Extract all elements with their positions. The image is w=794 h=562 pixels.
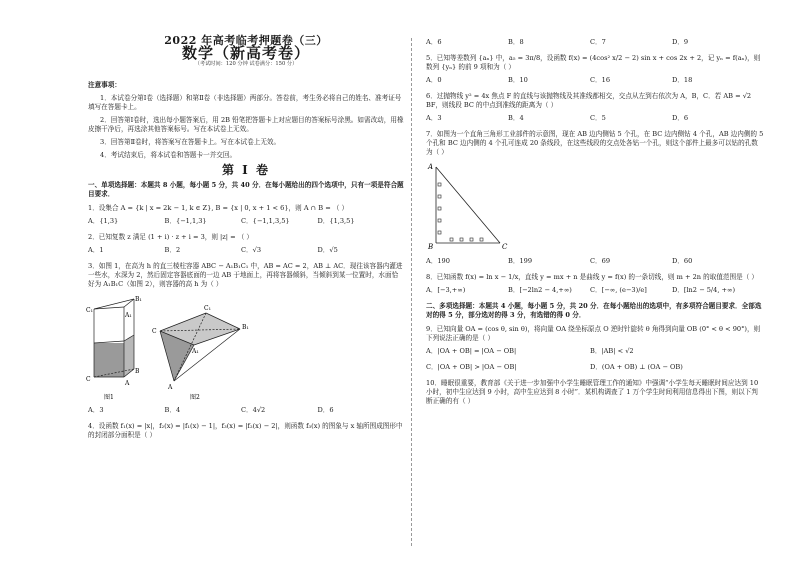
label-c-fig2: C: [152, 328, 157, 335]
option-a: A．[−3,+∞): [426, 286, 466, 294]
question-4: 4．设函数 f₁(x) = |x|，f₂(x) = |f₁(x) − 1|，f₃(x) = |f₂(x) − 2|，则函数 f₃(x) 的图象与 x 轴所围成图形中的封闭部分面积是（ ）: [88, 422, 403, 439]
figure-2-prism: [160, 313, 240, 381]
option-d: D．6: [672, 114, 689, 122]
label-a1-fig2: A₁: [192, 348, 199, 355]
question-1: 1．设集合 A = {k | x = 2k − 1, k ∈ Z}, B = {x | 0, x + 1 < 6}，则 A ∩ B = （ ）: [88, 204, 349, 212]
exam-title: 2022 年高考临考押题卷（三）: [164, 34, 328, 47]
question-9: 9．已知向量 OA = (cos θ, sin θ)，将向量 OA 绕坐标原点 O 逆时针旋转 θ 角得到向量 OB (0° < θ < 90°)，则下列说法正确的是（ ）: [426, 325, 761, 342]
option-a: A．1: [88, 246, 104, 254]
option-a: A．190: [426, 257, 450, 265]
question-8-options: [426, 286, 764, 295]
part1-heading: 一、单项选择题：本题共 8 小题，每小题 5 分，共 40 分．在每小题给出的四个选项中，只有一项是符合题目要求．: [88, 181, 404, 198]
notice-item: 1．本试卷分第Ⅰ卷（选择题）和第Ⅱ卷（非选择题）两部分。答卷前，考生务必将自己的姓名、准考证号填写在答题卡上。: [88, 94, 402, 111]
option-c: C．5: [590, 114, 606, 122]
notice-heading: 注意事项：: [88, 81, 121, 89]
question-6-options: [426, 114, 764, 123]
option-a: A．{1,3}: [88, 217, 119, 225]
question-6: 6．过抛物线 y² = 4x 焦点 F 的直线与该抛物线及其准线都相交，交点从左到右依次为 A，B，C．若 AB = √2 BF，则线段 BC 的中点到准线的距离为（ ）: [426, 92, 752, 109]
option-d: D．60: [672, 257, 693, 265]
notice-item: 3．回答第Ⅱ卷时，将答案写在答题卡上。写在本试卷上无效。: [100, 138, 281, 146]
column-divider: [411, 38, 412, 546]
option-c: C．16: [590, 76, 611, 84]
option-d: D．(OA + OB) ⊥ (OA − OB): [590, 363, 683, 371]
option-c: C．{−1,1,3,5}: [241, 217, 290, 225]
label-a-fig2: A: [168, 384, 173, 391]
notice-item: 4．考试结束后，将本试卷和答题卡一并交回。: [100, 151, 237, 159]
question-7-options: [426, 257, 764, 266]
option-d: D．9: [672, 38, 689, 46]
holes-ab: [438, 183, 441, 234]
option-d: D．{1,3,5}: [317, 217, 355, 225]
part2-heading: 二、多项选择题：本题共 4 小题，每小题 5 分，共 20 分．在每小题给出的选项中，有多项符合题目要求．全部选对的得 5 分，部分选对的得 3 分，有选错的得 0 分．: [426, 302, 762, 319]
label-b1: B₁: [135, 296, 142, 303]
option-c: C．69: [590, 257, 611, 265]
question-1-options: [88, 217, 404, 226]
option-b: B．|AB| < √2: [590, 347, 634, 355]
option-b: B．4: [508, 114, 524, 122]
question-2-options: [88, 246, 404, 255]
triangle-label-c: C: [502, 243, 508, 251]
option-d: D．6: [317, 406, 334, 414]
exam-info: （考试时间：120 分钟 试卷满分：150 分）: [194, 61, 298, 67]
option-c: C．√3: [241, 246, 262, 254]
prism-figures: [88, 293, 404, 403]
option-c: C．4√2: [241, 406, 266, 414]
option-b: B．199: [508, 257, 533, 265]
left-column: [88, 34, 404, 554]
question-9-options-row1: [426, 347, 764, 356]
question-9-options-row2: [426, 363, 764, 372]
question-7: 7．如图为一个直角三角形工业部件的示意图，现在 AB 边内侧钻 5 个孔，在 BC 边内侧钻 4 个孔，AB 边内侧的 5 个孔和 BC 边内侧的 4 个孔可连成 20 条线段，在这些线段的交点处各钻一个孔，则这个部件上最多可以钻的孔数为（ ）: [426, 130, 764, 156]
right-column: [426, 38, 764, 548]
option-a: A．|OA + OB| = |OA − OB|: [426, 347, 517, 355]
option-a: A．3: [88, 406, 104, 414]
label-a: A: [125, 380, 130, 387]
section-title: 第 Ⅰ 卷: [222, 163, 270, 177]
question-4-options: [426, 38, 764, 47]
triangle-label-a: A: [428, 163, 434, 171]
option-d: D．√5: [317, 246, 338, 254]
holes-bc: [450, 238, 483, 241]
label-c1-fig2: C₁: [204, 305, 211, 312]
right-triangle: [436, 167, 500, 243]
figure-1-prism: [94, 299, 134, 377]
option-a: A．3: [426, 114, 442, 122]
option-c: C．|OA + OB| > |OA − OB|: [426, 363, 517, 371]
option-a: A．6: [426, 38, 442, 46]
figure-1-caption: 图1: [104, 394, 114, 401]
question-5: 5．已知等差数列 {aₙ} 中，a₅ = 3π/8，设函数 f(x) = (4cos² x/2 − 2) sin x + cos 2x + 2，记 yₙ = f(aₙ)，则数列 {yₙ} 的前 9 项和为（ ）: [426, 54, 761, 71]
label-c1: C₁: [86, 307, 93, 314]
question-5-options: [426, 76, 764, 85]
label-b1-fig2: B₁: [242, 324, 249, 331]
label-b: B: [135, 368, 140, 375]
question-2: 2．已知复数 z 满足 (1 + i) · z + i = 3，则 |z| = （ ）: [88, 233, 253, 241]
question-3: 3．如图 1，在高为 h 的直三棱柱容器 ABC − A₁B₁C₁ 中，AB = AC = 2，AB ⊥ AC．现往该容器内灌进一些水，水深为 2，然后固定容器底面的一边 AB 于地面上，再将容器倾斜，当倾斜到某一位置时，水面恰好为 A₁B₁C（如图 2），则容器的高 h 为（ ）: [88, 262, 403, 288]
exam-subject: 数学（新高考卷）: [181, 44, 310, 62]
option-d: D．18: [672, 76, 693, 84]
option-b: B．4: [164, 406, 181, 414]
triangle-figure: [426, 161, 546, 253]
option-b: B．{−1,1,3}: [164, 217, 207, 225]
triangle-label-b: B: [428, 243, 434, 251]
notice-item: 2．回答第Ⅰ卷时，选出每小题答案后，用 2B 铅笔把答题卡上对应题目的答案标号涂黑。如需改动，用橡皮擦干净后，再选涂其他答案标号。写在本试卷上无效。: [88, 116, 404, 133]
question-3-options: [88, 406, 404, 415]
figure-2-caption: 图2: [190, 394, 200, 401]
option-c: C．[−∞, (e−3)/e]: [590, 286, 647, 294]
label-a1: A₁: [125, 312, 132, 319]
option-d: D．[ln2 − 5/4, +∞): [672, 286, 736, 294]
label-c: C: [86, 376, 91, 383]
option-b: B．10: [508, 76, 528, 84]
option-a: A．0: [426, 76, 442, 84]
question-3-figures: [88, 293, 404, 403]
question-8: 8．已知函数 f(x) = ln x − 1/x，直线 y = mx + n 是曲线 y = f(x) 的一条切线，则 m + 2n 的取值范围是（ ）: [426, 273, 758, 281]
option-b: B．2: [164, 246, 181, 254]
option-b: B．8: [508, 38, 524, 46]
option-b: B．[−2ln2 − 4,+∞): [508, 286, 572, 294]
question-10: 10．睡眠很重要，教育部《关于进一步加强中小学生睡眠管理工作的通知》中强调“小学生每天睡眠时间应达到 10 小时，初中生应达到 9 小时，高中生应达到 8 小时”．某机构调查了 1 万个学生时间利用信息得出下图，则以下判断正确的有（ ）: [426, 379, 759, 405]
option-c: C．7: [590, 38, 606, 46]
question-7-figure: [426, 161, 764, 253]
